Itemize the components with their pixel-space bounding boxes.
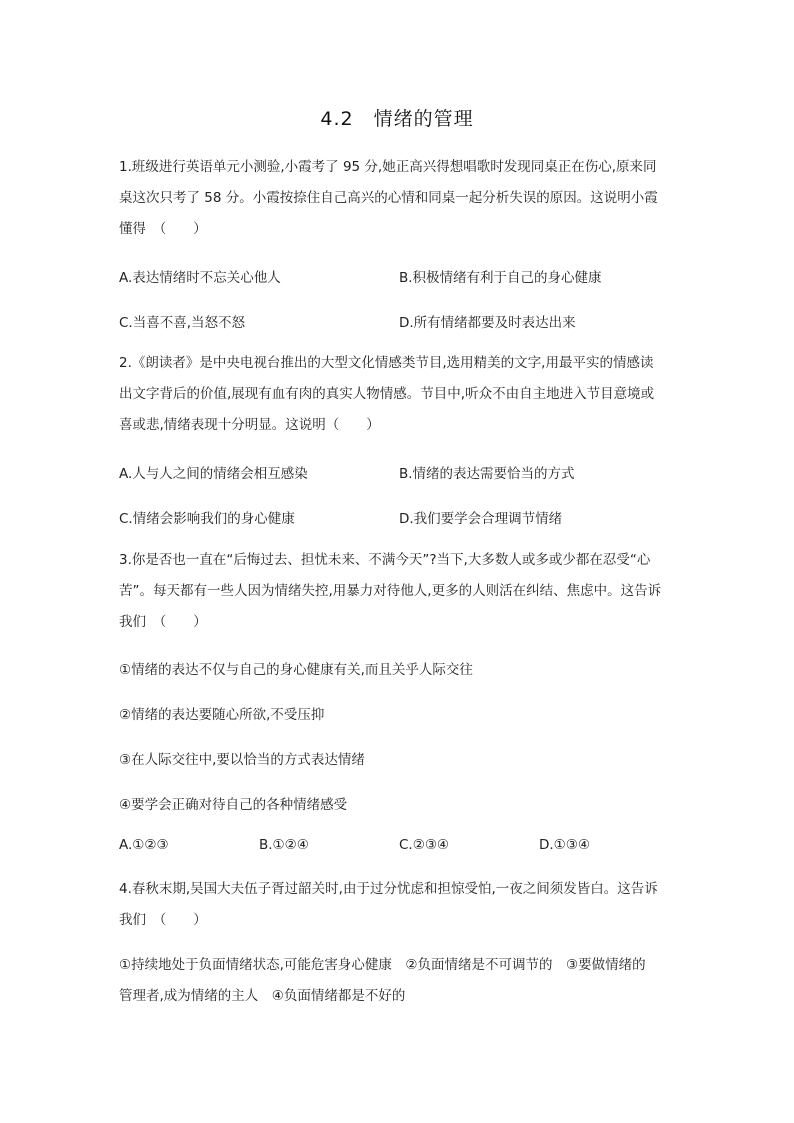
question-2-option-a[interactable]: A.人与人之间的情绪会相互感染	[119, 466, 308, 482]
question-3-line: 苦”。每天都有一些人因为情绪失控,用暴力对待他人,更多的人则活在纠结、焦虑中。这告诉	[119, 583, 662, 599]
question-3-option-a[interactable]: A.①②③	[119, 837, 169, 853]
question-3-statement-2: ②情绪的表达要随心所欲,不受压抑	[119, 707, 325, 723]
question-4-line: 我们 （ ）	[119, 912, 207, 928]
question-3-statement-1: ①情绪的表达不仅与自己的身心健康有关,而且关乎人际交往	[119, 662, 473, 678]
question-1-line: 懂得 （ ）	[119, 221, 207, 237]
question-1-option-a[interactable]: A.表达情绪时不忘关心他人	[119, 270, 281, 286]
question-4-statement-line: 管理者,成为情绪的主人 ④负面情绪都是不好的	[119, 988, 406, 1004]
question-3-option-d[interactable]: D.①③④	[539, 837, 590, 853]
question-3-option-b[interactable]: B.①②④	[259, 837, 309, 853]
question-3-statement-4: ④要学会正确对待自己的各种情绪感受	[119, 797, 348, 813]
question-2-stem	[119, 348, 679, 441]
question-1-stem	[119, 152, 679, 245]
question-2-line: 喜或悲,情绪表现十分明显。这说明（ ）	[119, 417, 380, 433]
question-2-option-c[interactable]: C.情绪会影响我们的身心健康	[119, 511, 295, 527]
question-4-statements	[119, 950, 679, 1012]
question-4-stem	[119, 874, 679, 936]
question-3-line: 我们 （ ）	[119, 614, 207, 630]
question-1-option-c[interactable]: C.当喜不喜,当怒不怒	[119, 315, 246, 331]
question-3-option-c[interactable]: C.②③④	[399, 837, 450, 853]
question-3-stem	[119, 545, 679, 638]
question-1-line: 1.班级进行英语单元小测验,小霞考了 95 分,她正高兴得想唱歌时发现同桌正在伤心,原来同	[119, 159, 657, 175]
question-4-line: 4.春秋末期,吴国大夫伍子胥过韶关时,由于过分忧虑和担惊受怕,一夜之间须发皆白。这告诉	[119, 881, 658, 897]
question-3-line: 3.你是否也一直在“后悔过去、担忧未来、不满今天”?当下,大多数人或多或少都在忍受“心	[119, 552, 651, 568]
question-2-option-d[interactable]: D.我们要学会合理调节情绪	[399, 511, 563, 527]
question-2-line: 出文字背后的价值,展现有血有肉的真实人物情感。节目中,听众不由自主地进入节目意境或	[119, 386, 655, 402]
page-title: 4.2 情绪的管理	[320, 108, 474, 130]
question-4-statement-line: ①持续地处于负面情绪状态,可能危害身心健康 ②负面情绪是不可调节的 ③要做情绪的	[119, 957, 646, 973]
question-2-line: 2.《朗读者》是中央电视台推出的大型文化情感类节目,选用精美的文字,用最平实的情感读	[119, 355, 654, 371]
question-1-option-d[interactable]: D.所有情绪都要及时表达出来	[399, 315, 576, 331]
question-2-option-b[interactable]: B.情绪的表达需要恰当的方式	[399, 466, 575, 482]
question-1-option-b[interactable]: B.积极情绪有利于自己的身心健康	[399, 270, 602, 286]
question-3-statement-3: ③在人际交往中,要以恰当的方式表达情绪	[119, 752, 365, 768]
question-1-line: 桌这次只考了 58 分。小霞按捺住自己高兴的心情和同桌一起分析失误的原因。这说明小霞	[119, 190, 658, 206]
